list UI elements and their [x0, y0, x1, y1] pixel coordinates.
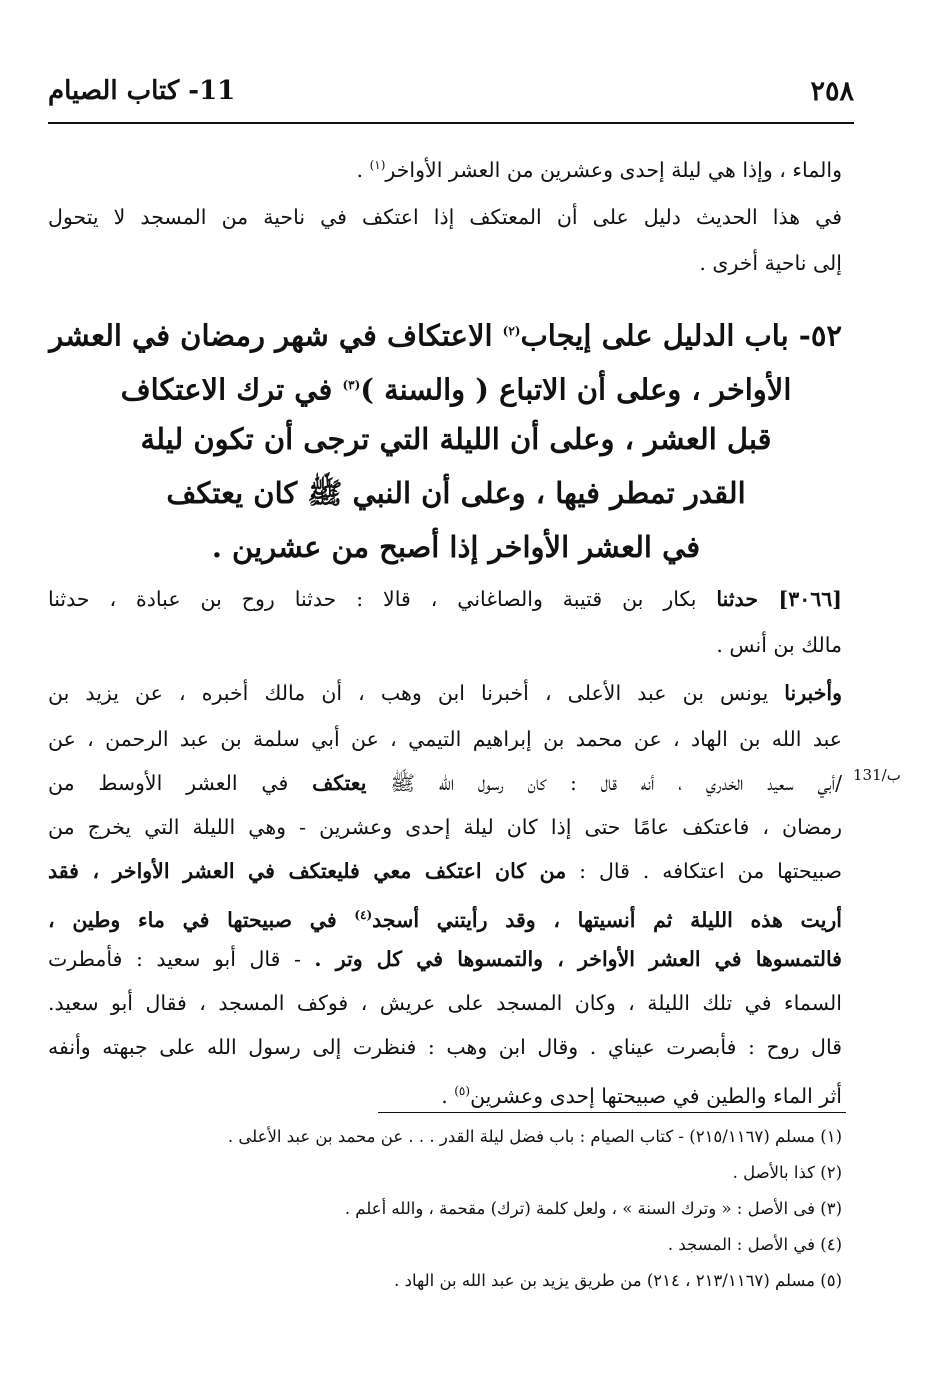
narration-keyword: وأخبرنا	[784, 681, 842, 705]
footnote-ref-1[interactable]: (١)	[369, 158, 386, 172]
punct: .	[356, 157, 370, 182]
footnote-ref-5[interactable]: (٥)	[454, 1084, 471, 1098]
hadith-text: أثر الماء والطين في صبيحتها إحدى وعشرين	[470, 1083, 842, 1108]
hadith-text: في العشر الأوسط من	[48, 771, 313, 795]
footnote-5: (٥) مسلم (٢١٣/١١٦٧ ، ٢١٤) من طريق يزيد بن عبد الله بن الهاد .	[394, 1271, 842, 1290]
hadith-line-9	[48, 942, 842, 976]
chapter-heading-line-3: قبل العشر ، وعلى أن الليلة التي ترجى أن تكون ليلة	[140, 422, 772, 456]
running-title: 11- كتاب الصيام	[48, 76, 236, 106]
hadith-text: يونس بن عبد الأعلى ، أخبرنا ابن وهب ، أن مالك أخبره ، عن يزيد بن	[48, 681, 785, 705]
prophet-saying: في صبيحتها في ماء وطين ،	[48, 907, 355, 932]
punct: .	[441, 1083, 455, 1108]
hadith-text: بكار بن قتيبة والصاغاني ، قالا : حدثنا روح بن عبادة ، حدثنا	[48, 587, 717, 611]
intro-line-3: إلى ناحية أخرى .	[699, 251, 842, 275]
prophet-saying: فالتمسوها في العشر الأواخر ، والتمسوها في كل وتر .	[314, 947, 842, 971]
page-number: ٢٥٨	[810, 76, 854, 107]
intro-text: والماء ، وإذا هي ليلة إحدى وعشرين من العشر الأواخر	[385, 157, 842, 182]
hadith-line-3	[48, 676, 842, 710]
hadith-text: - قال أبو سعيد : فأمطرت	[48, 947, 315, 971]
chapter-heading-line-2	[70, 358, 842, 417]
hadith-line-12	[48, 1074, 842, 1113]
page-header	[48, 72, 854, 120]
prophet-saying: أريت هذه الليلة ثم أنسيتها ، وقد رأيتني أسجد	[372, 907, 842, 932]
hadith-line-2: مالك بن أنس .	[716, 633, 842, 657]
hadith-number: [٣٠٦٦] حدثنا	[716, 587, 842, 611]
footnote-divider	[378, 1112, 846, 1113]
hadith-line-5	[48, 766, 842, 800]
hadith-text: /أبي سعيد الخدري ، أنه قال : كان رسول الله ﷺ	[366, 771, 842, 795]
hadith-bold-word: يعتكف	[312, 771, 367, 795]
manuscript-folio-marker: 131/ب	[853, 766, 901, 784]
chapter-text: الاعتكاف في شهر رمضان في العشر	[49, 318, 503, 353]
intro-line-1	[48, 148, 842, 187]
hadith-line-6: رمضان ، فاعتكف عامًا حتى إذا كان ليلة إحدى وعشرين - وهي الليلة التي يخرج من	[48, 815, 842, 839]
hadith-line-10: السماء في تلك الليلة ، وكان المسجد على عريش ، فوكف المسجد ، فقال أبو سعيد.	[48, 991, 842, 1015]
footnote-4: (٤) في الأصل : المسجد .	[667, 1235, 842, 1254]
hadith-line-7	[48, 854, 842, 888]
header-divider	[48, 122, 854, 124]
footnote-ref-4[interactable]: (٤)	[354, 908, 373, 922]
chapter-heading-line-5: في العشر الأواخر إذا أصبح من عشرين .	[211, 530, 701, 564]
footnote-3: (٣) فى الأصل : « وترك السنة » ، ولعل كلمة (ترك) مقحمة ، والله أعلم .	[344, 1199, 842, 1218]
prophet-saying: من كان اعتكف معي فليعتكف في العشر الأواخر ، فقد	[48, 859, 567, 883]
chapter-text: الأواخر ، وعلى أن الاتباع ( والسنة )	[360, 372, 792, 407]
hadith-line-11: قال روح : فأبصرت عيناي . وقال ابن وهب : فنظرت إلى رسول الله على جبهته وأنفه	[48, 1035, 842, 1059]
hadith-line-8	[48, 898, 842, 937]
chapter-text: ٥٢- باب الدليل على إيجاب	[520, 318, 842, 353]
hadith-line-1	[48, 582, 842, 616]
footnote-2: (٢) كذا بالأصل .	[732, 1163, 842, 1182]
footnote-ref-3[interactable]: (٣)	[342, 378, 361, 392]
chapter-heading-line-1	[49, 304, 842, 363]
chapter-heading-line-4: القدر تمطر فيها ، وعلى أن النبي ﷺ كان يعتكف	[166, 476, 746, 510]
hadith-text: صبيحتها من اعتكافه . قال :	[566, 859, 842, 883]
intro-line-2: في هذا الحديث دليل على أن المعتكف إذا اعتكف في ناحية من المسجد لا يتحول	[48, 205, 842, 229]
footnote-ref-2[interactable]: (٢)	[502, 324, 521, 338]
footnote-1: (١) مسلم (٢١٥/١١٦٧) - كتاب الصيام : باب فضل ليلة القدر . . . عن محمد بن عبد الأعلى .	[227, 1127, 842, 1146]
hadith-line-4: عبد الله بن الهاد ، عن محمد بن إبراهيم التيمي ، عن أبي سلمة بن عبد الرحمن ، عن	[48, 727, 842, 751]
chapter-text: في ترك الاعتكاف	[120, 372, 343, 407]
